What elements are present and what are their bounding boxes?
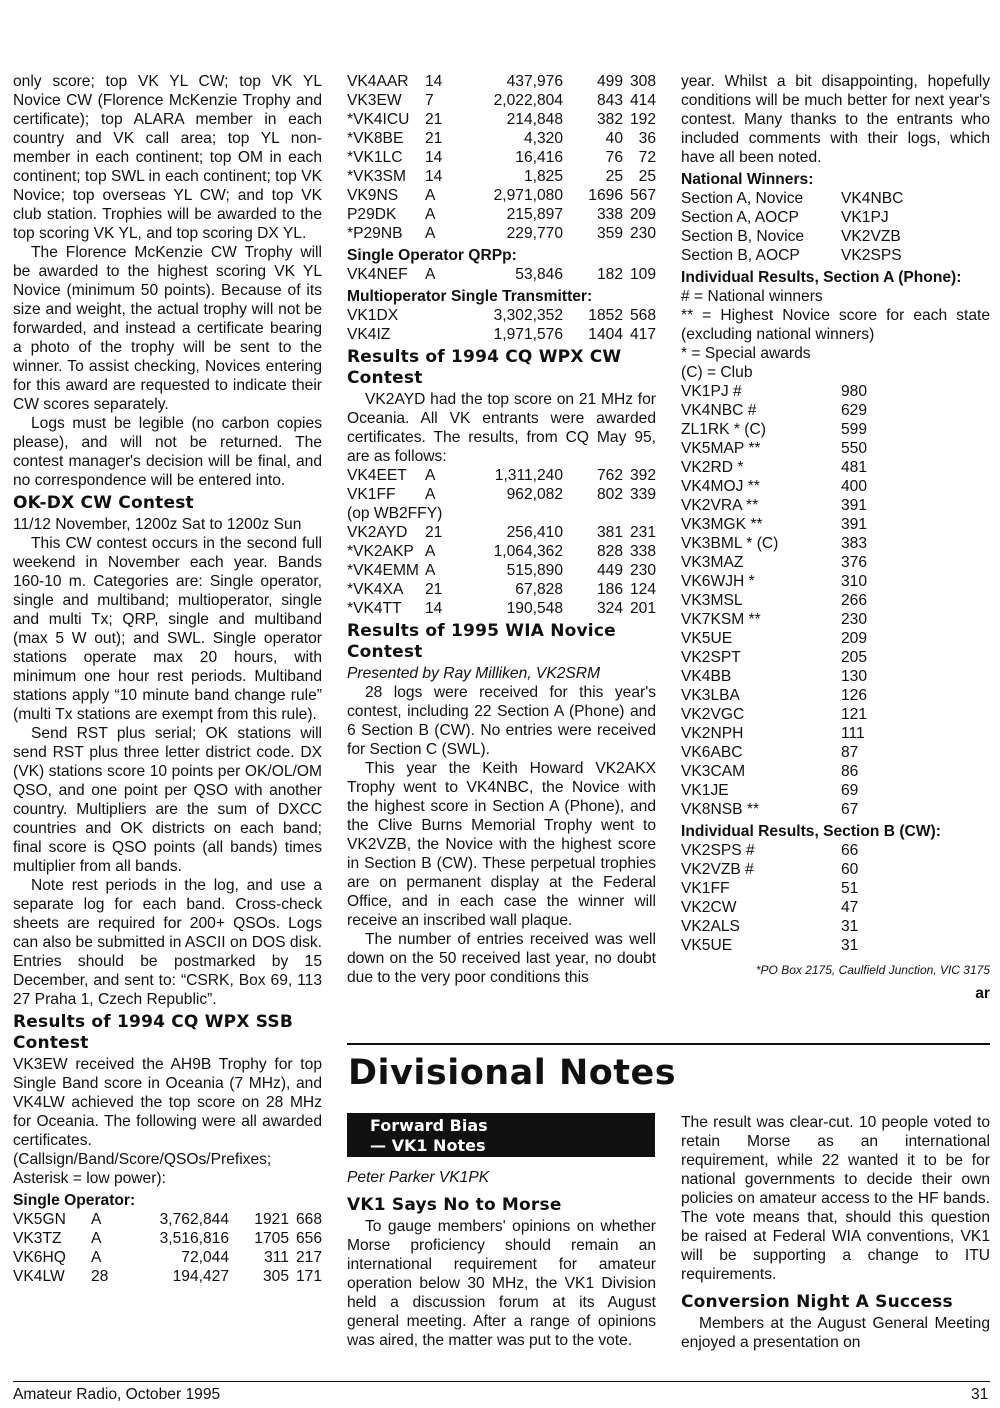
table-row xyxy=(681,667,901,686)
table-cell: ZL1RK * (C) xyxy=(681,421,766,438)
column-title-line: Forward Bias xyxy=(370,1116,488,1135)
table-cell: 14 xyxy=(425,149,443,166)
table-cell: 109 xyxy=(629,266,656,283)
table-cell: 305 xyxy=(262,1268,289,1285)
table-row xyxy=(13,1210,322,1229)
table-cell: 229,770 xyxy=(506,225,563,242)
table-row xyxy=(681,860,901,879)
table-cell: 1705 xyxy=(254,1230,289,1247)
table-cell: A xyxy=(425,206,436,223)
table-cell: VK4NEF xyxy=(347,266,408,283)
table-cell: 21 xyxy=(425,111,443,128)
table-row xyxy=(347,485,656,504)
table-cell: 14 xyxy=(425,600,443,617)
table-cell xyxy=(425,325,463,344)
table-cell xyxy=(425,306,463,325)
table-cell: 21 xyxy=(425,581,443,598)
table-cell: 802 xyxy=(596,486,623,503)
results-table xyxy=(13,1210,322,1286)
table-row xyxy=(347,72,656,91)
table-cell: 359 xyxy=(596,225,623,242)
table-row xyxy=(347,466,656,485)
table-label: National Winners: xyxy=(681,171,814,188)
table-row xyxy=(347,599,656,618)
table-cell: 414 xyxy=(629,92,656,109)
table-cell: VK4AAR xyxy=(347,73,409,90)
body-paragraph: Note rest periods in the log, and use a separate log for each band. Cross-check sheets are required for 200+ QSOs. Logs can also be submitted in ASCII on DOS disk. Entries should be postmarked by 15 December, and sent to: “CSRK, Box 69, 113 27 Praha 1, Czech Republic”. xyxy=(13,877,322,1008)
table-cell: 171 xyxy=(295,1268,322,1285)
table-cell: Section A, AOCP xyxy=(681,209,799,226)
table-cell: P29DK xyxy=(347,206,397,223)
table-row xyxy=(681,800,901,819)
footer-publication: Amateur Radio, October 1995 xyxy=(13,1386,221,1403)
table-row xyxy=(13,1267,322,1286)
table-cell: 31 xyxy=(841,918,859,935)
table-row xyxy=(681,246,941,265)
table-cell: 383 xyxy=(841,535,868,552)
table-cell: 3,302,352 xyxy=(493,307,563,324)
table-label: Single Operator: xyxy=(13,1192,136,1209)
table-cell: 14 xyxy=(425,168,443,185)
table-cell: VK1PJ xyxy=(841,209,889,226)
table-cell: 962,082 xyxy=(506,486,563,503)
table-label: Multioperator Single Transmitter: xyxy=(347,288,593,305)
table-cell: 214,848 xyxy=(506,111,563,128)
table-cell: 2,971,080 xyxy=(493,187,563,204)
table-cell: Section B, AOCP xyxy=(681,247,800,264)
table-cell: VK2SPS # xyxy=(681,842,755,859)
table-cell: 1,825 xyxy=(523,168,563,185)
table-cell: VK2ALS xyxy=(681,918,740,935)
body-paragraph: only score; top VK YL CW; top VK YL Novice CW (Florence McKenzie Trophy and certificate); top ALARA member in each country and VK call area; top YL non-member in each continent; top OM in each continent; top SWL in each continent; top VK Novice; top overseas YL CW; and top VK club station. Trophies will be awarded to the top scoring VK YL, and top scoring DX YL. xyxy=(13,73,322,242)
table-cell: A xyxy=(425,486,436,503)
table-cell: 72,044 xyxy=(181,1249,229,1266)
table-cell: *VK1LC xyxy=(347,149,403,166)
body-paragraph: The result was clear-cut. 10 people voted to retain Morse as an international requirement, while 22 wanted it to be for national governments to decide their own policies on amateur access to the HF bands. The vote means that, should this question be raised at Federal WIA conventions, VK1 will be supporting a change to ITU requirements. xyxy=(681,1114,990,1283)
table-cell: 25 xyxy=(638,168,656,185)
table-cell: 51 xyxy=(841,880,859,897)
table-row xyxy=(347,542,656,561)
table-cell: 3,762,844 xyxy=(159,1211,229,1228)
table-row xyxy=(347,580,656,599)
table-cell: A xyxy=(425,266,436,283)
table-cell: 76 xyxy=(605,149,623,166)
table-cell: 392 xyxy=(629,467,656,484)
table-row xyxy=(681,458,901,477)
table-cell: 499 xyxy=(596,73,623,90)
body-paragraph: VK3EW received the AH9B Trophy for top Single Band score in Oceania (7 MHz), and VK4LW achieved the top score on 28 MHz for Oceania. The following were all awarded certificates. xyxy=(13,1056,322,1149)
end-mark: ar xyxy=(975,985,990,1002)
table-row xyxy=(347,504,656,523)
body-paragraph: This year the Keith Howard VK2AKX Trophy went to VK4NBC, the Novice with the highest score in Section A (Phone), and the Clive Burns Memorial Trophy went to VK2VZB, the Novice with the highest score in Section B (CW). These perpetual trophies are on permanent display at the Federal Office, and in each case the winner will receive an inscribed wall plaque. xyxy=(347,760,656,929)
table-cell: 339 xyxy=(629,486,656,503)
table-row xyxy=(681,841,901,860)
table-row xyxy=(347,91,656,110)
table-cell: 381 xyxy=(596,524,623,541)
table-row xyxy=(347,167,656,186)
table-cell: 121 xyxy=(841,706,868,723)
table-cell: VK2VZB xyxy=(841,228,901,245)
table-cell: 201 xyxy=(629,600,656,617)
table-cell: 111 xyxy=(841,725,865,742)
table-cell: VK2VRA ** xyxy=(681,497,759,514)
table-cell: VK2VZB # xyxy=(681,861,754,878)
table-cell: VK8NSB ** xyxy=(681,801,760,818)
table-cell: 668 xyxy=(295,1211,322,1228)
section-heading: Results of 1995 WIA Novice Contest xyxy=(347,621,616,662)
table-cell: 66 xyxy=(841,842,859,859)
section-heading: Conversion Night A Success xyxy=(681,1292,953,1312)
table-row xyxy=(347,224,656,243)
table-cell: A xyxy=(425,187,436,204)
table-cell: A xyxy=(425,562,436,579)
table-cell: VK2RD * xyxy=(681,459,744,476)
table-label: Single Operator QRPp: xyxy=(347,247,517,264)
table-cell: *VK4EMM xyxy=(347,562,419,579)
column-title-box xyxy=(347,1113,655,1157)
table-row xyxy=(347,186,656,205)
table-cell: 1,971,576 xyxy=(493,326,563,343)
table-cell: VK5UE xyxy=(681,630,733,647)
table-cell: 190,548 xyxy=(506,600,563,617)
table-cell: VK1DX xyxy=(347,307,399,324)
author-address: *PO Box 2175, Caulfield Junction, VIC 3175 xyxy=(755,963,990,977)
section-heading: OK-DX CW Contest xyxy=(13,493,194,513)
section-divider xyxy=(347,1043,990,1045)
table-cell: 126 xyxy=(841,687,868,704)
table-cell: VK3CAM xyxy=(681,763,746,780)
table-cell: (op WB2FFY) xyxy=(347,505,443,522)
table-row xyxy=(681,781,901,800)
table-row xyxy=(681,477,901,496)
table-cell: 308 xyxy=(629,73,656,90)
column-1 xyxy=(13,72,322,1286)
table-cell: *VK4TT xyxy=(347,600,402,617)
table-row xyxy=(681,189,941,208)
table-cell: VK4NBC xyxy=(841,190,904,207)
section-heading: Results of 1994 CQ WPX SSB Contest xyxy=(13,1012,294,1053)
table-row xyxy=(347,325,656,344)
table-cell: 391 xyxy=(841,497,868,514)
table-cell: 1404 xyxy=(588,326,623,343)
table-cell: VK3MGK ** xyxy=(681,516,763,533)
table-cell: 980 xyxy=(841,383,868,400)
table-row xyxy=(681,227,941,246)
table-cell: 124 xyxy=(629,581,656,598)
table-cell: 338 xyxy=(629,543,656,560)
table-cell: Section B, Novice xyxy=(681,228,805,245)
table-row xyxy=(681,420,901,439)
table-cell: 449 xyxy=(596,562,623,579)
table-cell: 391 xyxy=(841,516,868,533)
results-table xyxy=(347,466,656,618)
table-row xyxy=(347,148,656,167)
table-cell: 256,410 xyxy=(506,524,563,541)
table-cell: 1921 xyxy=(254,1211,289,1228)
body-paragraph: year. Whilst a bit disappointing, hopefully conditions will be much better for next year's contest. Many thanks to the entrants who included comments with their logs, which have all been noted. xyxy=(681,73,990,166)
table-cell: 230 xyxy=(841,611,868,628)
legend-line: * = Special awards xyxy=(681,345,811,362)
table-cell: 338 xyxy=(596,206,623,223)
table-cell: VK3MAZ xyxy=(681,554,744,571)
table-cell: VK4NBC # xyxy=(681,402,757,419)
table-cell: 67,828 xyxy=(515,581,563,598)
table-cell: 86 xyxy=(841,763,859,780)
table-row xyxy=(681,648,901,667)
table-cell: VK2SPT xyxy=(681,649,741,666)
table-cell: 1696 xyxy=(588,187,623,204)
table-cell: *P29NB xyxy=(347,225,403,242)
table-cell: 47 xyxy=(841,899,859,916)
table-cell: *VK4XA xyxy=(347,581,404,598)
table-cell: 599 xyxy=(841,421,868,438)
table-row xyxy=(347,561,656,580)
table-row xyxy=(681,705,901,724)
table-cell: 828 xyxy=(596,543,623,560)
table-cell: VK1FF xyxy=(347,486,396,503)
table-cell: VK6HQ xyxy=(13,1249,66,1266)
table-cell: 25 xyxy=(605,168,623,185)
table-cell: 629 xyxy=(841,402,868,419)
body-paragraph: To gauge members' opinions on whether Morse proficiency should remain an international requirement for amateur operation below 30 MHz, the VK1 Division held a discussion forum at its August general meeting. After a range of opinions was aired, the matter was put to the vote. xyxy=(347,1218,656,1349)
table-cell: 230 xyxy=(629,562,656,579)
table-row xyxy=(681,879,901,898)
table-cell: 656 xyxy=(295,1230,322,1247)
table-cell: 568 xyxy=(629,307,656,324)
body-paragraph: VK2AYD had the top score on 21 MHz for Oceania. All VK entrants were awarded certificates. The results, from CQ May 95, are as follows: xyxy=(347,391,656,465)
body-paragraph: The number of entries received was well down on the 50 received last year, no doubt due to the very poor conditions this xyxy=(347,931,656,986)
table-cell: *VK2AKP xyxy=(347,543,414,560)
legend-line: (C) = Club xyxy=(681,364,753,381)
table-cell: VK1JE xyxy=(681,782,729,799)
table-cell: VK7KSM ** xyxy=(681,611,761,628)
table-key: (Callsign/Band/Score/QSOs/Prefixes; Asterisk = low power): xyxy=(13,1151,272,1187)
table-row xyxy=(681,762,901,781)
table-cell: 217 xyxy=(295,1249,322,1266)
body-paragraph: Logs must be legible (no carbon copies please), and will not be returned. The contest manager's decision will be final, and no correspondence will be entered into. xyxy=(13,415,322,489)
table-cell: 2,022,804 xyxy=(493,92,563,109)
table-cell: 437,976 xyxy=(506,73,563,90)
table-row xyxy=(681,591,901,610)
table-cell: 1852 xyxy=(588,307,623,324)
table-cell: 21 xyxy=(425,524,443,541)
table-label: Individual Results, Section B (CW): xyxy=(681,823,941,840)
table-cell: VK3LBA xyxy=(681,687,740,704)
table-cell: 186 xyxy=(596,581,623,598)
page-number: 31 xyxy=(971,1386,989,1403)
table-cell: VK9NS xyxy=(347,187,399,204)
table-cell: 231 xyxy=(629,524,656,541)
results-table xyxy=(347,265,656,284)
table-cell: 3,516,816 xyxy=(159,1230,229,1247)
table-cell: VK2AYD xyxy=(347,524,408,541)
table-cell: 4,320 xyxy=(523,130,563,147)
body-paragraph: This CW contest occurs in the second full weekend in November each year. Bands 160-10 m. Categories are: Single operator, single and multiband; multioperator, single and multi Tx; QRP, single and multiband (max 5 W out); and SWL. Single operator stations operate max 20 hours, with minimum one hour rest periods. Multiband stations apply “10 minute band change rule” (multi Tx stations are exempt from this rule). xyxy=(13,535,322,723)
table-cell: 215,897 xyxy=(506,206,563,223)
column-title-line: — VK1 Notes xyxy=(370,1136,486,1155)
contest-date: 11/12 November, 1200z Sat to 1200z Sun xyxy=(13,516,302,533)
table-cell: VK4IZ xyxy=(347,326,391,343)
table-cell: 67 xyxy=(841,801,859,818)
table-cell: 53,846 xyxy=(515,266,563,283)
table-cell: 209 xyxy=(841,630,868,647)
table-cell: 230 xyxy=(629,225,656,242)
table-row xyxy=(681,496,901,515)
results-table xyxy=(347,306,656,344)
table-cell: 382 xyxy=(596,111,623,128)
column-2 xyxy=(347,72,656,987)
body-paragraph: The Florence McKenzie CW Trophy will be awarded to the highest scoring VK YL Novice (minimum 50 points). Because of its size and weight, the actual trophy will not be forwarded, and instead a certificate bearing a photo of the trophy will be sent to the winner. To assist checking, Novices entering for this award are requested to indicate their CW scores separately. xyxy=(13,244,322,413)
table-row xyxy=(681,382,901,401)
table-row xyxy=(347,110,656,129)
table-cell: 14 xyxy=(425,73,443,90)
table-label: Individual Results, Section A (Phone): xyxy=(681,269,962,286)
table-cell: 376 xyxy=(841,554,868,571)
table-cell: A xyxy=(425,225,436,242)
table-row xyxy=(681,724,901,743)
table-cell: 762 xyxy=(596,467,623,484)
table-cell: *VK3SM xyxy=(347,168,406,185)
table-cell: VK4LW xyxy=(13,1268,65,1285)
table-cell: 310 xyxy=(841,573,868,590)
table-row xyxy=(681,610,901,629)
table-cell: 21 xyxy=(425,130,443,147)
table-cell: 194,427 xyxy=(172,1268,229,1285)
table-cell: 550 xyxy=(841,440,868,457)
divisional-column-3 xyxy=(681,1113,990,1352)
table-cell: VK5GN xyxy=(13,1211,66,1228)
table-cell: VK2VGC xyxy=(681,706,745,723)
table-cell: 311 xyxy=(264,1249,289,1266)
table-cell: VK6ABC xyxy=(681,744,743,761)
body-paragraph: 28 logs were received for this year's contest, including 22 Section A (Phone) and 6 Section B (CW). No entries were received for Section C (SWL). xyxy=(347,684,656,758)
table-row xyxy=(681,401,901,420)
table-cell: 400 xyxy=(841,478,868,495)
table-cell: VK3EW xyxy=(347,92,402,109)
table-cell: 130 xyxy=(841,668,868,685)
table-cell: 36 xyxy=(638,130,656,147)
table-row xyxy=(347,205,656,224)
table-row xyxy=(681,686,901,705)
table-row xyxy=(681,515,901,534)
table-cell: A xyxy=(425,467,436,484)
section-b-results-table xyxy=(681,841,901,955)
results-table xyxy=(347,72,656,243)
table-row xyxy=(13,1229,322,1248)
table-cell: 72 xyxy=(638,149,656,166)
table-cell: 209 xyxy=(629,206,656,223)
table-cell: *VK8BE xyxy=(347,130,404,147)
table-cell: 60 xyxy=(841,861,859,878)
table-row xyxy=(347,265,656,284)
section-a-results-table xyxy=(681,382,901,819)
table-cell: VK6WJH * xyxy=(681,573,755,590)
table-cell: VK1PJ # xyxy=(681,383,742,400)
divisional-notes-title: Divisional Notes xyxy=(348,1053,677,1093)
table-cell: VK3BML * (C) xyxy=(681,535,779,552)
table-cell: VK4MOJ ** xyxy=(681,478,760,495)
table-cell: VK3TZ xyxy=(13,1230,62,1247)
table-cell: 28 xyxy=(91,1268,109,1285)
table-cell: 182 xyxy=(596,266,623,283)
table-row xyxy=(347,523,656,542)
table-cell: VK2SPS xyxy=(841,247,902,264)
table-row xyxy=(681,743,901,762)
table-cell: A xyxy=(91,1230,102,1247)
divisional-column-2 xyxy=(347,1166,656,1350)
table-row xyxy=(681,534,901,553)
table-cell: VK5MAP ** xyxy=(681,440,761,457)
table-cell: VK2CW xyxy=(681,899,737,916)
table-cell: A xyxy=(91,1211,102,1228)
table-cell: 69 xyxy=(841,782,859,799)
column-3 xyxy=(681,72,990,1003)
table-row xyxy=(681,898,901,917)
table-cell: 205 xyxy=(841,649,868,666)
table-cell: 266 xyxy=(841,592,868,609)
table-cell: 16,416 xyxy=(515,149,563,166)
table-cell: 481 xyxy=(841,459,868,476)
table-row xyxy=(681,572,901,591)
table-row xyxy=(681,208,941,227)
table-cell: VK2NPH xyxy=(681,725,744,742)
table-cell: VK3MSL xyxy=(681,592,743,609)
table-cell: 1,311,240 xyxy=(494,467,563,484)
table-cell: 87 xyxy=(841,744,859,761)
table-row xyxy=(13,1248,322,1267)
table-cell: VK4BB xyxy=(681,668,732,685)
table-row xyxy=(681,553,901,572)
table-cell: A xyxy=(91,1249,102,1266)
table-cell: A xyxy=(425,543,436,560)
table-cell: VK1FF xyxy=(681,880,730,897)
national-winners-table xyxy=(681,189,941,265)
table-row xyxy=(681,439,901,458)
byline: Peter Parker VK1PK xyxy=(347,1169,490,1186)
table-cell: 192 xyxy=(629,111,656,128)
byline: Presented by Ray Milliken, VK2SRM xyxy=(347,665,601,682)
body-paragraph: Members at the August General Meeting enjoyed a presentation on xyxy=(681,1315,990,1351)
section-heading: VK1 Says No to Morse xyxy=(347,1195,562,1215)
table-row xyxy=(347,129,656,148)
table-cell: 567 xyxy=(629,187,656,204)
legend-line: ** = Highest Novice score for each state (excluding national winners) xyxy=(681,307,990,343)
section-heading: Results of 1994 CQ WPX CW Contest xyxy=(347,347,622,388)
body-paragraph: Send RST plus serial; OK stations will send RST plus three letter district code. DX (VK) stations score 10 points per OK/OL/OM QSO, and one point per QSO with another country. Multipliers are the sum of DXCC countries and OK districts on each band; final score is QSO points (all bands) times multiplier from all bands. xyxy=(13,725,322,875)
table-cell: 40 xyxy=(605,130,623,147)
table-cell: 324 xyxy=(596,600,623,617)
legend-line: # = National winners xyxy=(681,288,823,305)
table-cell: VK5UE xyxy=(681,937,733,954)
table-cell: 7 xyxy=(425,92,434,109)
table-cell: 417 xyxy=(629,326,656,343)
table-row xyxy=(681,936,901,955)
table-cell: 1,064,362 xyxy=(493,543,563,560)
table-cell: 31 xyxy=(841,937,859,954)
table-row xyxy=(347,306,656,325)
table-cell: 843 xyxy=(596,92,623,109)
table-cell: *VK4ICU xyxy=(347,111,410,128)
table-row xyxy=(681,629,901,648)
table-cell: 515,890 xyxy=(506,562,563,579)
table-row xyxy=(681,917,901,936)
footer-rule xyxy=(13,1381,990,1382)
table-cell: Section A, Novice xyxy=(681,190,804,207)
table-cell: VK4EET xyxy=(347,467,407,484)
